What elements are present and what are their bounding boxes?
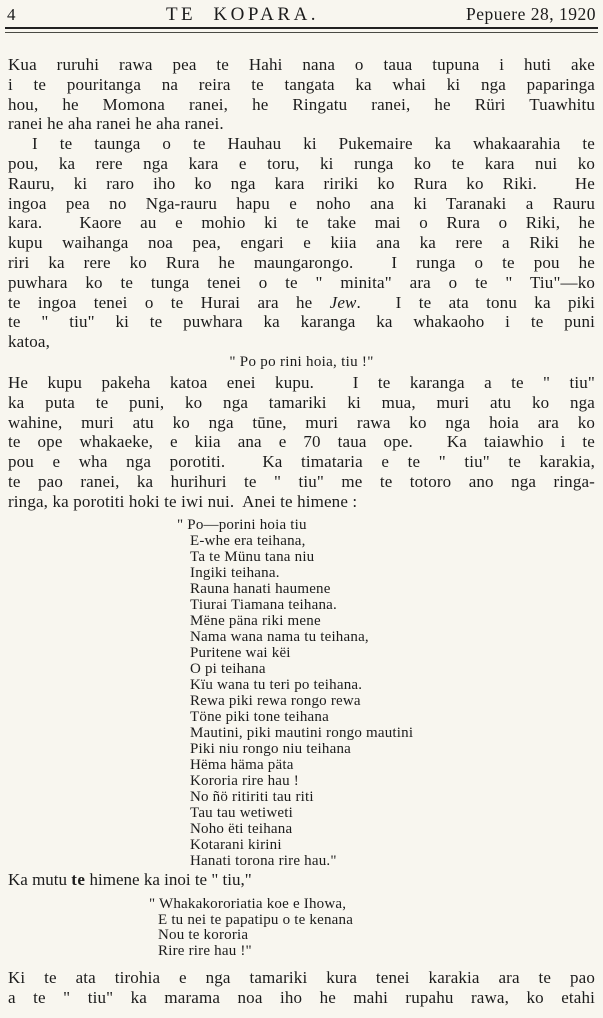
centered-pao-line: " Po po rini hoia, tiu !" <box>229 353 374 370</box>
paragraph-2-top <box>8 134 595 292</box>
text-line: Rauna hanati haumene <box>190 580 331 597</box>
text-line: te " tiu" ki te puwhara ka karanga ka whakaoho i te puni <box>8 312 595 332</box>
paragraph-3 <box>8 373 595 512</box>
text-line: Hëma häma päta <box>190 756 294 773</box>
text-line: kupu waihanga noa pea, engari e kiia ana ka rere a Riki he <box>8 233 595 253</box>
text-line: katoa, <box>8 332 50 352</box>
text-line: ka puta te puni, ko nga tamariki ki mua, muri atu ko nga <box>8 392 595 412</box>
inoi-verse <box>149 896 595 959</box>
text-line: Töne piki tone teihana <box>190 708 329 725</box>
himene-verse <box>177 516 595 869</box>
text-line: i te pouritanga na reira te tangata ka whai ki nga paparinga <box>8 74 595 94</box>
text-line: pou e wha nga porotiti. Ka timataria e te " tiu" te karakia, <box>8 452 595 472</box>
text-line: No ñö ritiriti tau riti <box>190 788 314 805</box>
text-line: Tiurai Tiamana teihana. <box>190 596 337 613</box>
paragraph-4 <box>8 968 595 1008</box>
jew-line-pre: te ingoa tenei o te Hurai ara he <box>8 292 330 312</box>
text-line: Hanati torona rire hau." <box>190 852 337 869</box>
text-line: a te " tiu" ka marama noa iho he mahi rupahu rawa, ko etahi <box>8 988 595 1008</box>
text-line: ringa, ka porotiti hoki te iwi nui. Anei te himene : <box>8 491 358 511</box>
text-line: Kïu wana tu teri po teihana. <box>190 676 363 693</box>
text-line: Mëne päna riki mene <box>190 612 321 629</box>
text-line: " Whakakororiatia koe e Ihowa, <box>149 896 347 913</box>
paragraph-2 <box>8 134 595 352</box>
masthead-title: TE KOPARA. <box>165 4 320 25</box>
text-line: Nama wana nama tu teihana, <box>190 628 369 645</box>
text-line: Tau tau wetiweti <box>190 804 293 821</box>
text-line: Piki niu rongo niu teihana <box>190 740 352 757</box>
text-line: E tu nei te papatipu o te kenana <box>158 911 354 928</box>
text-line: te pao ranei, ka hurihuri te " tiu" me te totoro ano nga ringa- <box>8 471 595 491</box>
text-line: O pi teihana <box>190 660 266 677</box>
text-line: Ki te ata tirohia e nga tamariki kura tenei karakia ara te pao <box>8 968 595 988</box>
text-line: Kotarani kirini <box>190 836 282 853</box>
text-line: wahine, muri atu ko nga tūne, muri rawa ko nga hoia ara ko <box>8 412 595 432</box>
mutu-pre: Ka mutu <box>8 869 72 889</box>
text-line: te ope whakaeke, e kiia ana e 70 taua ope. Ka taiawhio i te <box>8 432 595 452</box>
text-line: hou, he Momona ranei, he Ringatu ranei, he Rüri Tuawhitu <box>8 94 595 114</box>
text-line: Kororia rire hau ! <box>190 772 299 789</box>
text-line: Rauru, ki raro iho ko nga kara ririki ko Rura ko Riki. He <box>8 173 595 193</box>
mutu-post: himene ka inoi te " tiu," <box>85 869 252 889</box>
text-line: Kua ruruhi rawa pea te Hahi nana o taua tupuna i huti ake <box>8 55 595 74</box>
text-line: puwhara ko te tunga tenei o te " minita" ara o te " Tiu"—ko <box>8 272 595 292</box>
text-line: I te taunga o te Hauhau ki Pukemaire ka whakaarahia te <box>32 134 595 154</box>
issue-date: Pepuere 28, 1920 <box>466 4 596 24</box>
text-line: Ingiki teihana. <box>190 564 280 581</box>
text-line: ingoa pea no Nga-rauru hapu e noho ana ki Taranaki a Rauru <box>8 193 595 213</box>
text-line: He kupu pakeha katoa enei kupu. I te karanga a te " tiu" <box>8 372 595 392</box>
jew-italic-word: Jew <box>329 292 357 312</box>
text-column <box>0 55 603 1008</box>
jew-line-post: . I te ata tonu ka piki <box>356 292 596 312</box>
text-line: riri ka rere ko Rura he maungarongo. I runga o te pou he <box>8 252 595 272</box>
ka-mutu-line <box>8 870 595 890</box>
text-line: kara. Kaore au e mohio ki te take mai o Rura o Riki, he <box>8 213 595 233</box>
text-line: Ta te Münu tana niu <box>190 548 315 565</box>
text-line: Nou te kororia <box>158 927 249 944</box>
paragraph-1 <box>8 55 595 134</box>
page-header <box>0 0 603 25</box>
page-number: 4 <box>7 5 16 24</box>
header-double-rule <box>5 27 598 33</box>
text-line: " Po—porini hoia tiu <box>177 516 307 533</box>
mutu-bold-te: te <box>71 869 86 889</box>
text-line: Rewa piki rewa rongo rewa <box>190 692 361 709</box>
text-line: Rire rire hau !" <box>158 942 252 959</box>
jew-line <box>8 293 595 313</box>
text-line: Mautini, piki mautini rongo mautini <box>190 724 414 741</box>
text-line: Noho ëti teihana <box>190 820 293 837</box>
text-line: Puritene wai këi <box>190 644 291 661</box>
text-line: pou, ka rere nga kara e toru, ki runga ko te kara nui ko <box>8 153 595 173</box>
text-line: ranei he aha ranei he aha ranei. <box>8 114 224 134</box>
text-line: E-whe era teihana, <box>190 532 306 549</box>
paragraph-2-bottom <box>8 312 595 352</box>
